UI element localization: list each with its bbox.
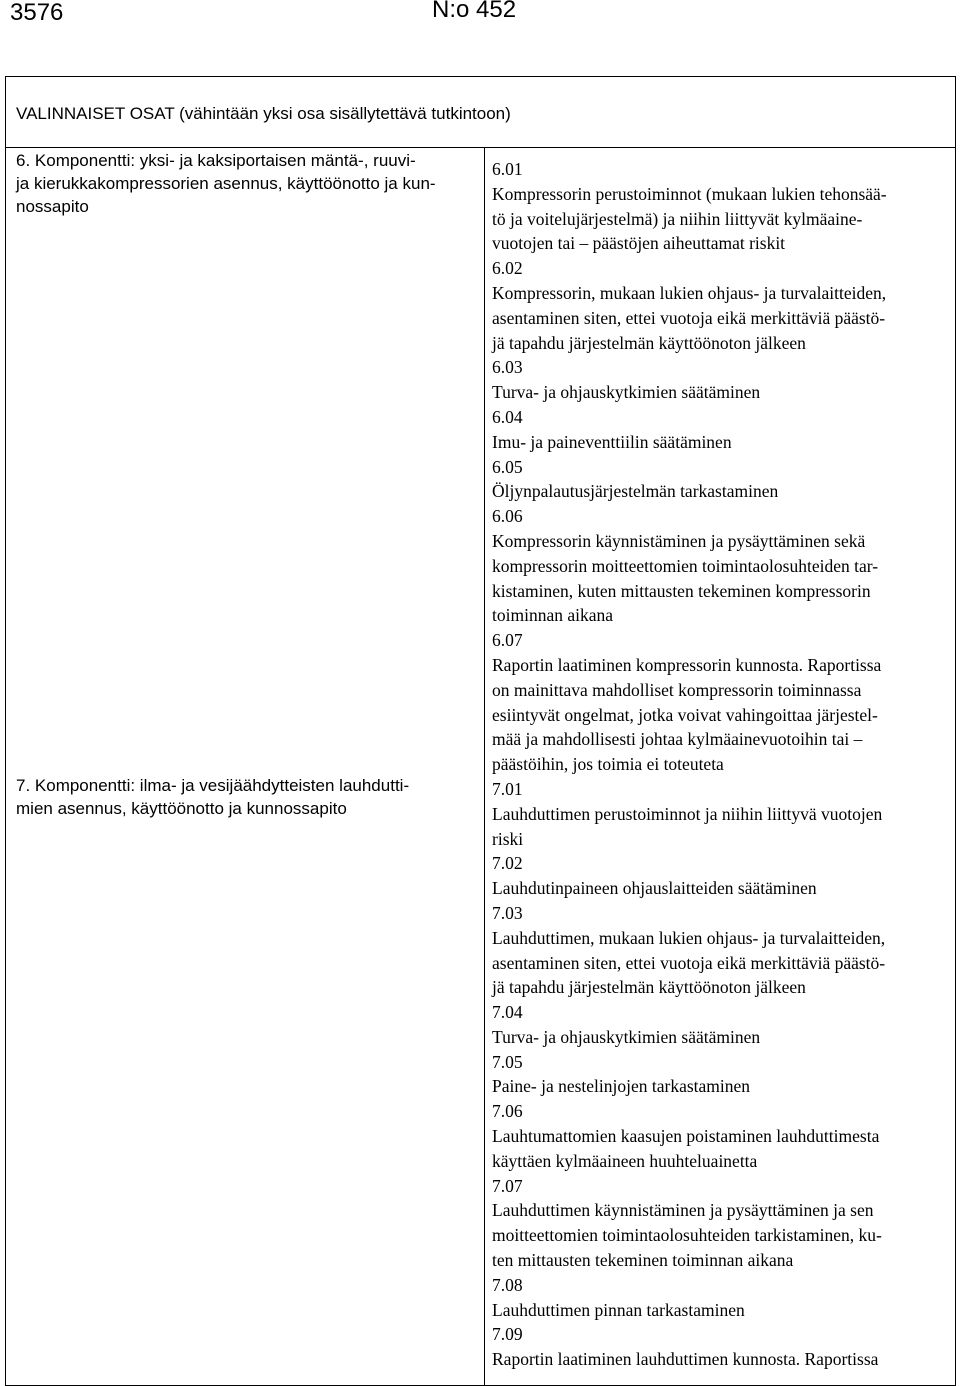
item-code: 7.08 <box>492 1274 523 1295</box>
section-heading: VALINNAISET OSAT (vähintään yksi osa sisällytettävä tutkintoon) <box>16 104 511 123</box>
item-text: Turva- ja ohjauskytkimien säätäminen <box>492 382 761 403</box>
item-text: Kompressorin perustoiminnot (mukaan lukien tehonsää- tö ja voitelujärjestelmä) ja niihin liittyvät kylmäaine- vuotojen tai – päästöjen aiheuttamat riskit <box>492 183 887 254</box>
list-item <box>492 777 952 851</box>
item-text: Raportin laatiminen lauhduttimen kunnosta. Raportissa <box>492 1349 879 1370</box>
table-divider-horizontal <box>6 147 955 148</box>
item-code: 7.04 <box>492 1002 523 1023</box>
list-item <box>492 1000 952 1050</box>
list-item <box>492 256 952 355</box>
item-text: Paine- ja nestelinjojen tarkastaminen <box>492 1076 751 1097</box>
item-code: 7.02 <box>492 853 523 874</box>
item-text: Lauhdutinpaineen ohjauslaitteiden säätäminen <box>492 878 817 899</box>
list-item <box>492 504 952 628</box>
item-code: 7.07 <box>492 1175 523 1196</box>
item-code: 6.05 <box>492 456 523 477</box>
item-code: 6.07 <box>492 630 523 651</box>
list-item <box>492 1322 952 1372</box>
item-code: 6.03 <box>492 357 523 378</box>
item-code: 7.05 <box>492 1051 523 1072</box>
item-text: Lauhduttimen käynnistäminen ja pysäyttäminen ja sen moitteettomien toimintaolosuhteiden tarkistaminen, ku- ten mittausten tekeminen toiminnan aikana <box>492 1200 882 1271</box>
item-text: Lauhduttimen, mukaan lukien ohjaus- ja turvalaitteiden, asentaminen siten, ettei vuotoja eikä merkittäviä päästö- jä tapahdu järjestelmän käyttöönoton jälkeen <box>492 927 886 998</box>
item-text: Lauhduttimen perustoiminnot ja niihin liittyvä vuotojen riski <box>492 803 883 849</box>
item-text: Turva- ja ohjauskytkimien säätäminen <box>492 1026 761 1047</box>
item-text: Kompressorin, mukaan lukien ohjaus- ja turvalaitteiden, asentaminen siten, ettei vuotoja eikä merkittäviä päästö- jä tapahdu järjestelmän käyttöönoton jälkeen <box>492 282 887 353</box>
item-code: 6.06 <box>492 506 523 527</box>
item-code: 7.01 <box>492 778 523 799</box>
component-title-7: 7. Komponentti: ilma- ja vesijäähdytteisten lauhdutti- mien asennus, käyttöönotto ja kunnossapito <box>16 776 410 818</box>
list-item <box>492 628 952 777</box>
list-item <box>492 1273 952 1323</box>
item-list <box>492 157 952 1372</box>
page-header <box>0 0 960 40</box>
list-item <box>492 157 952 256</box>
item-code: 6.02 <box>492 258 523 279</box>
item-text: Lauhtumattomien kaasujen poistaminen lauhduttimesta käyttäen kylmäaineen huuhteluainetta <box>492 1126 880 1171</box>
item-code: 7.06 <box>492 1101 523 1122</box>
list-item <box>492 851 952 901</box>
list-item <box>492 1050 952 1100</box>
list-item <box>492 455 952 505</box>
item-code: 6.04 <box>492 406 523 427</box>
list-item <box>492 1099 952 1173</box>
list-item <box>492 1174 952 1273</box>
item-code: 7.09 <box>492 1324 523 1345</box>
issue-number: N:o 452 <box>432 0 517 23</box>
item-text: Öljynpalautusjärjestelmän tarkastaminen <box>492 481 779 502</box>
item-text: Imu- ja paineventtiilin säätäminen <box>492 431 732 452</box>
item-text: Raportin laatiminen kompressorin kunnosta. Raportissa on mainittava mahdolliset kompressorin toiminnassa esiintyvät ongelmat, jotka voivat vahingoittaa järjestel- mää ja mahdollisesti johtaa kylmäainevuotoihin tai – päästöihin, jos toimia ei toteuteta <box>492 654 882 775</box>
component-title-6: 6. Komponentti: yksi- ja kaksiportaisen mäntä-, ruuvi- ja kierukkakompressorien asennus, käyttöönotto ja kun- nossapito <box>16 151 436 216</box>
list-item <box>492 901 952 1000</box>
table-divider-vertical <box>484 147 485 1385</box>
page-number: 3576 <box>10 0 64 26</box>
list-item <box>492 355 952 405</box>
item-code: 7.03 <box>492 902 523 923</box>
item-text: Kompressorin käynnistäminen ja pysäyttäminen sekä kompressorin moitteettomien toimintaolosuhteiden tar- kistaminen, kuten mittausten tekeminen kompressorin toiminnan aikana <box>492 530 879 626</box>
item-code: 6.01 <box>492 159 523 179</box>
list-item <box>492 405 952 455</box>
content-table <box>5 76 956 1386</box>
item-text: Lauhduttimen pinnan tarkastaminen <box>492 1299 745 1320</box>
